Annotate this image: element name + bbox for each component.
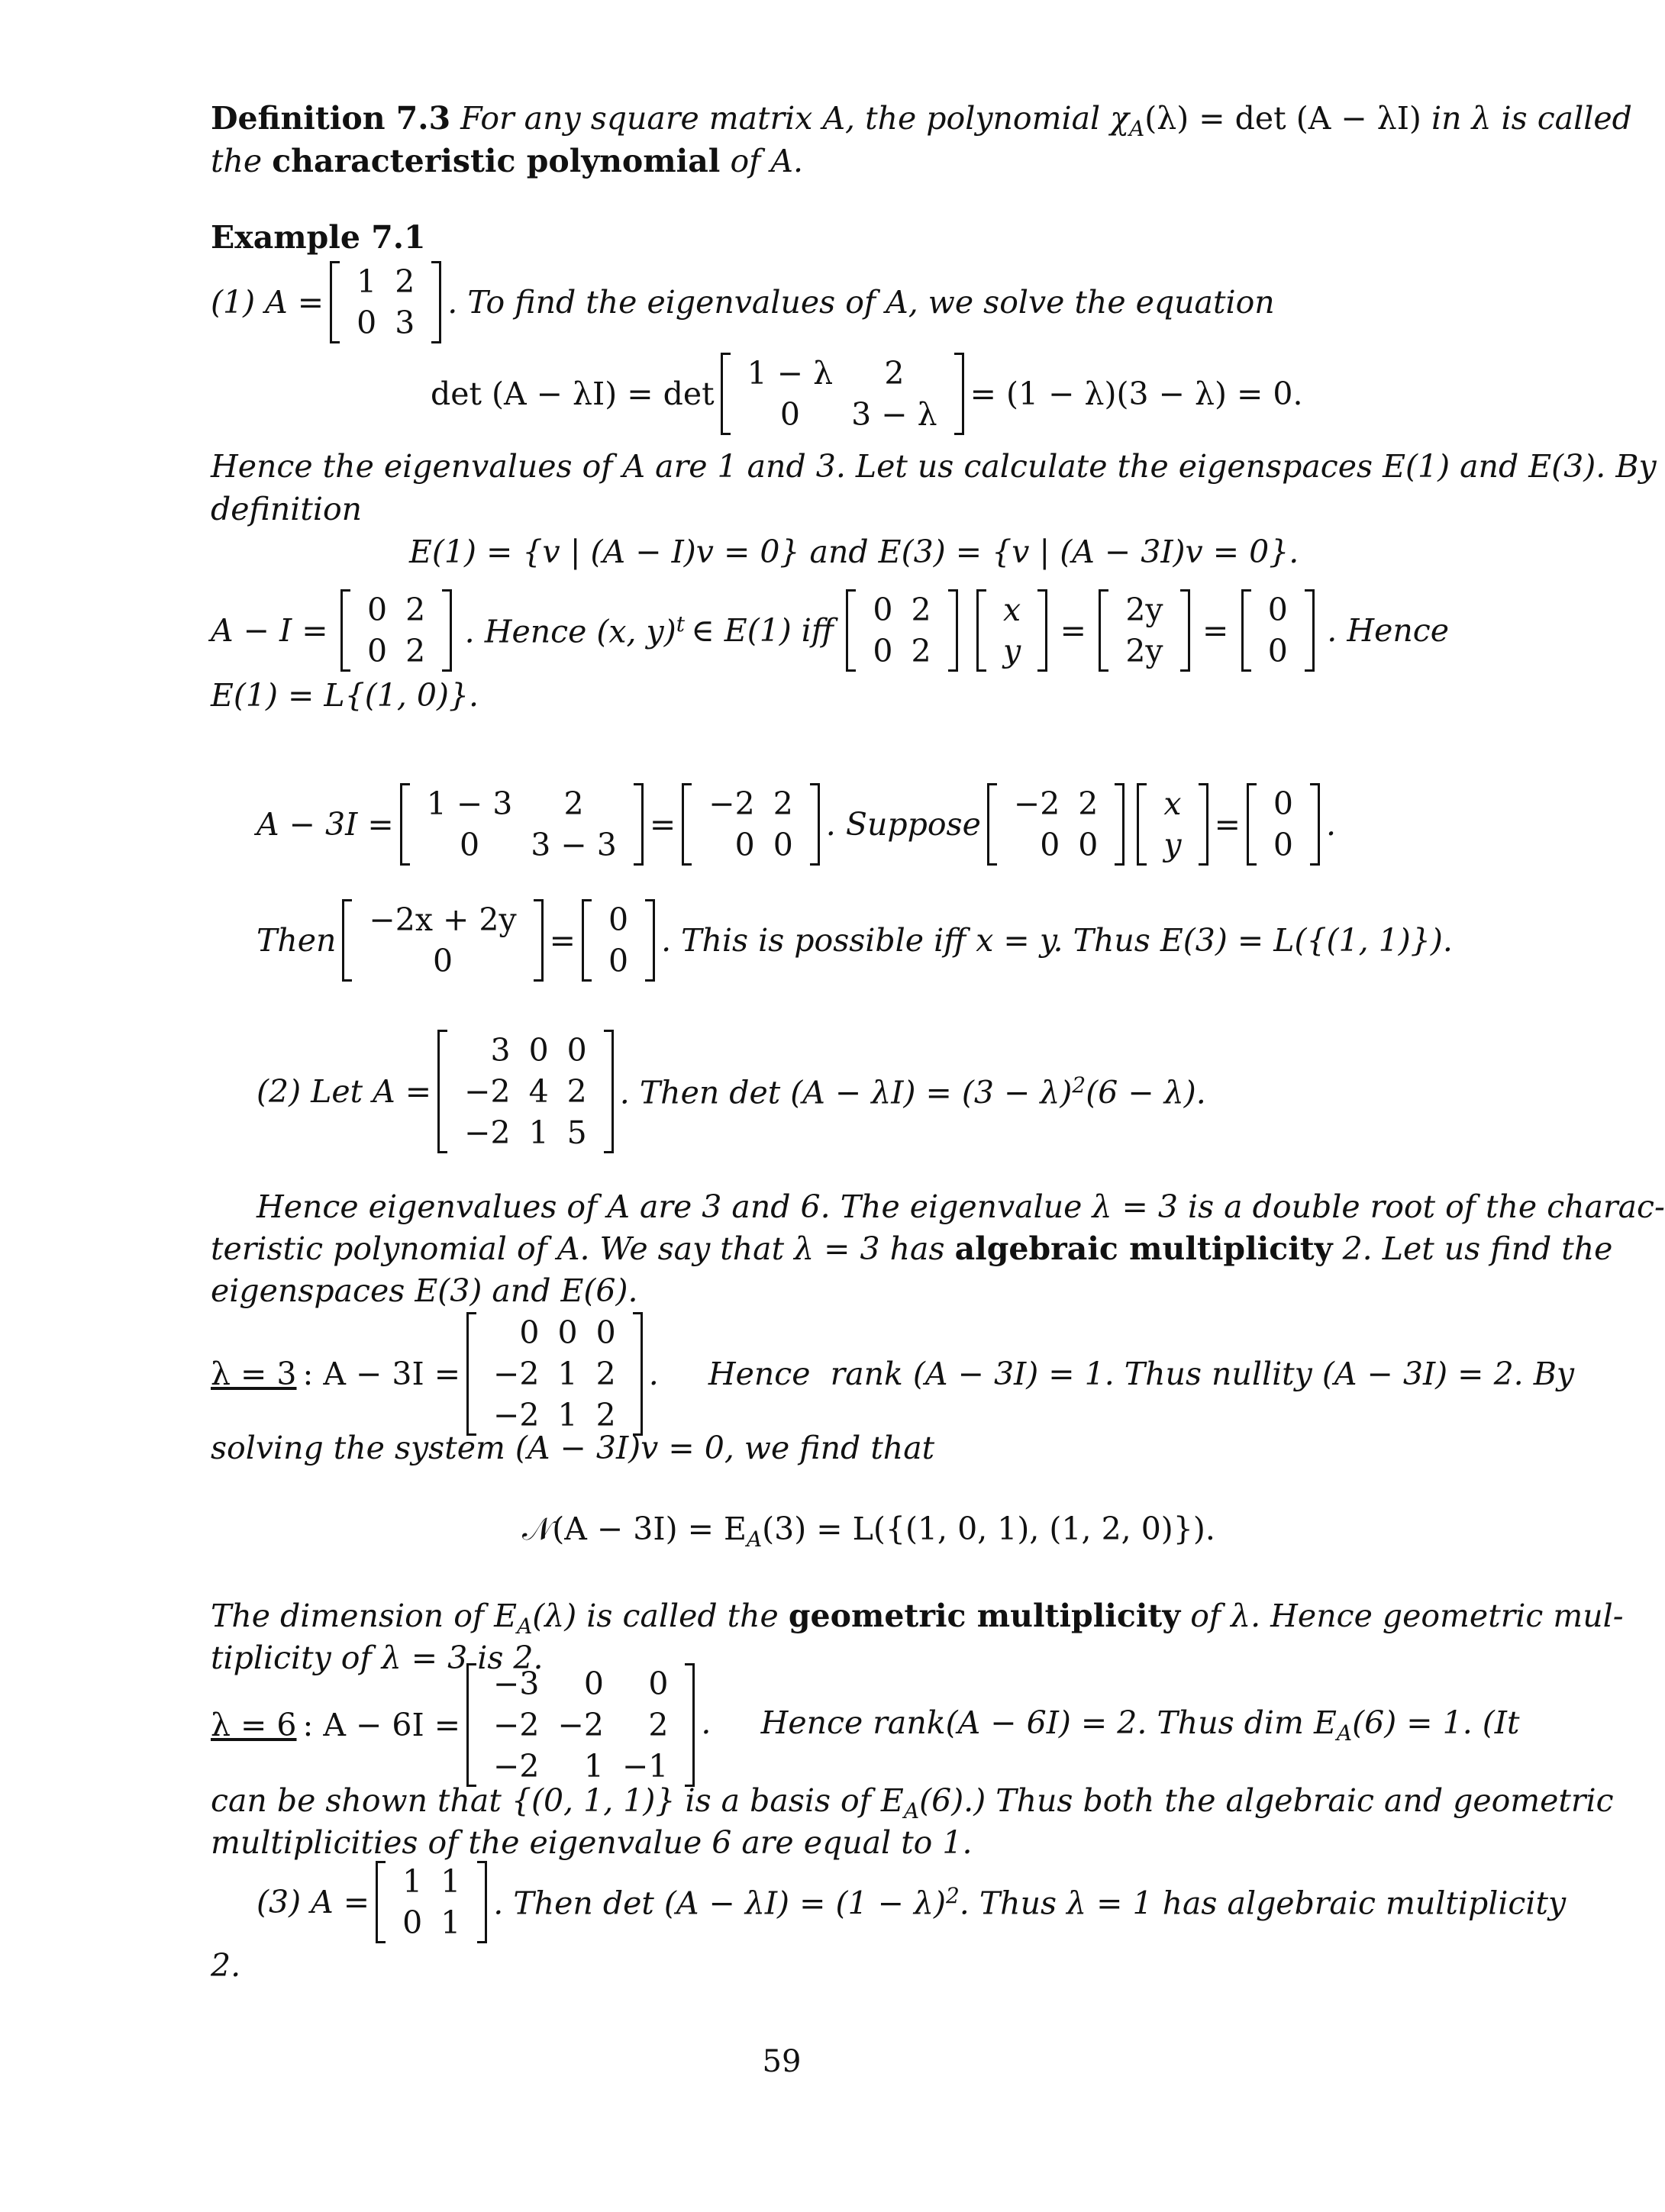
characteristic-formula: $\chi_A(\lambda) = \det (A - \lambda I)$ (1110, 100, 1421, 142)
matrix-a-minus-lambda (721, 353, 964, 435)
matrix-cell: 2 (563, 785, 584, 822)
matrix-cell: 0 (583, 1665, 604, 1702)
matrix-cell: 0 (1273, 785, 1294, 822)
matrix-a-minus-i-2 (846, 589, 957, 672)
matrix-cell: 0 (773, 827, 793, 863)
matrix-a-1 (330, 261, 441, 343)
matrix-cell: 2 (595, 1397, 616, 1433)
definition-line-2: the characteristic polynomial of A. (211, 143, 803, 179)
basis-line-2: multiplicities of the eigenvalue 6 are equal to 1. (211, 1824, 973, 1861)
matrix-cell: 0 (459, 827, 480, 863)
matrix-cell: x (1003, 592, 1021, 628)
geometric-line-2: tiplicity of λ = 3 is 2. (211, 1640, 544, 1676)
vector-xy (976, 589, 1047, 672)
matrix-cell: 1 − 3 (426, 785, 513, 822)
matrix-cell: 0 (367, 592, 388, 628)
matrix-cell: 1 (528, 1114, 549, 1151)
defined-term: characteristic polynomial (272, 143, 721, 179)
example-label: Example 7.1 (211, 219, 426, 256)
matrix-cell: 2 (911, 633, 931, 669)
matrix-a-3 (376, 1861, 487, 1943)
matrix-cell: 1 (440, 1863, 461, 1900)
matrix-cell: 2 (595, 1356, 616, 1392)
matrix-a-minus-3i-3x3 (466, 1312, 643, 1436)
matrix-cell: −2 (464, 1114, 511, 1151)
matrix-cell: 2 (911, 592, 931, 628)
para-line-2: teristic polynomial of A. We say that λ = 3 has algebraic multiplicity 2. Let us find the (211, 1230, 1613, 1267)
matrix-cell: 0 (608, 943, 629, 979)
definition-line-1: Definition 7.3 For any square matrix A, the polynomial $\chi_A(\lambda) = \det (A - \lambda I)$ in λ is called (211, 100, 1632, 142)
para-line-1: Hence eigenvalues of A are 3 and 6. The eigenvalue λ = 3 is a double root of the charac- (257, 1188, 1665, 1225)
a-minus-i-line: A − I = 0 2 0 2 . Hence (x, y)$^t$ ∈ E(1) iff 0 2 0 2 x y = 2y 2y = 0 0 . Hence (211, 585, 1449, 676)
definition-word: definition (211, 491, 363, 527)
matrix-cell: 2 (395, 263, 415, 300)
matrix-cell: −1 (621, 1748, 669, 1785)
solving-line: solving the system (A − 3I)v = 0, we find that (211, 1430, 935, 1466)
matrix-cell: 2 (773, 785, 793, 822)
matrix-cell: 0 (1273, 827, 1294, 863)
matrix-cell: 2 (1078, 785, 1099, 822)
vector-2y (1099, 589, 1189, 672)
lambda-6-label: λ = 6 (211, 1707, 297, 1743)
matrix-cell: x (1163, 785, 1182, 822)
matrix-cell: −2 (493, 1397, 540, 1433)
matrix-cell: 2y (1125, 633, 1163, 669)
matrix-cell: 0 (1267, 633, 1288, 669)
matrix-cell: −2 (464, 1073, 511, 1110)
matrix-cell: 0 (566, 1032, 587, 1069)
matrix-cell: 0 (367, 633, 388, 669)
matrix-a-minus-3i-3 (987, 783, 1125, 866)
eigenvalues-line: Hence the eigenvalues of A are 1 and 3. Let us calculate the eigenspaces E(1) and E(3). By (211, 448, 1657, 485)
matrix-cell: 2 (566, 1073, 587, 1110)
page-number: 59 (762, 2044, 802, 2079)
matrix-cell: y (1002, 633, 1021, 669)
matrix-cell: 0 (519, 1314, 540, 1351)
matrix-cell: 5 (566, 1114, 587, 1151)
nullspace-equation: 𝒩(A − $3I) = E_A(3) = L(\{(1$, 0, 1), (1, 2, 0)}). (522, 1511, 1215, 1553)
matrix-cell: 0 (1267, 592, 1288, 628)
matrix-cell: 0 (734, 827, 755, 863)
para-line-3: eigenspaces E(3) and E(6). (211, 1272, 638, 1309)
geometric-line-1: The dimension of $E_A(\lambda)$ is called the geometric multiplicity of λ. Hence geometric mul- (211, 1598, 1624, 1640)
then-line: Then −2x + 2y 0 = 0 0 . This is possible iff x = y. Thus E(3) = L({(1, 1)}). (257, 895, 1453, 986)
eigenspace-definition: E(1) = {v | (A − I)v = 0} and E(3) = {v | (A − 3I)v = 0}. (409, 534, 1299, 570)
matrix-cell: 0 (595, 1314, 616, 1351)
matrix-cell: 0 (557, 1314, 578, 1351)
matrix-cell: −3 (493, 1665, 540, 1702)
example-3-line: (3) A = 1 1 0 1 . Then $\det (A - \lambda I) = (1 - \lambda)^2$. Thus λ = 1 has algebraic multiplicity (257, 1856, 1449, 1948)
matrix-cell: 0 (432, 943, 453, 979)
matrix-cell: 1 − λ (747, 355, 834, 392)
a-minus-3i-line: A − 3I = 1 − 3 2 0 3 − 3 = −2 2 0 0 . Suppose −2 2 0 0 x y = 0 0 . (257, 779, 1336, 870)
vector-then (342, 899, 543, 982)
matrix-a-minus-6i (466, 1663, 695, 1787)
matrix-cell: −2x + 2y (369, 901, 517, 938)
example-3-tail: 2. (211, 1947, 241, 1984)
example-1-line: (1) A = 1 2 0 3 . To find the eigenvalues of A, we solve the equation (211, 256, 1275, 348)
matrix-cell: 2y (1125, 592, 1163, 628)
lambda-6-line: λ = 6 : A − 6I = −3 0 0 −2 −2 2 −2 1 −1 . Hence rank(A − 6I) = 2. Thus dim $E_A(6) = 1$. (It (211, 1658, 1449, 1792)
definition-label: Definition 7.3 (211, 100, 451, 137)
example-2-line: (2) Let A = 3 0 0 −2 4 2 −2 1 5 . Then $\det (A - \lambda I) = (3 - \lambda)^2(6 - \lambda)$. (257, 1024, 1206, 1159)
matrix-a-minus-3i (400, 783, 644, 866)
matrix-cell: 1 (440, 1904, 461, 1941)
matrix-cell: 3 (395, 305, 415, 341)
matrix-cell: 3 (490, 1032, 511, 1069)
matrix-cell: 3 − λ (851, 396, 937, 433)
matrix-cell: 0 (779, 396, 800, 433)
matrix-cell: 2 (648, 1707, 669, 1743)
lambda-3-line: λ = 3 : A − 3I = 0 0 0 −2 1 2 −2 1 2 . Hence rank (A − 3I) = 1. Thus nullity (A − 3I) = 2. By (211, 1307, 1449, 1441)
matrix-cell: 2 (405, 592, 426, 628)
matrix-cell: 2 (884, 355, 905, 392)
matrix-cell: 4 (528, 1073, 549, 1110)
basis-line-1: can be shown that {(0, 1, 1)} is a basis of $E_A(6)$.) Thus both the algebraic and geometric (211, 1782, 1614, 1824)
matrix-cell: y (1163, 827, 1182, 863)
matrix-cell: 3 − 3 (531, 827, 617, 863)
matrix-cell: 2 (405, 633, 426, 669)
matrix-cell: −2 (493, 1707, 540, 1743)
matrix-cell: 0 (357, 305, 377, 341)
matrix-a-2 (437, 1030, 614, 1153)
det-equation: det (A − λI) = det 1 − λ 2 0 3 − λ = (1 − λ)(3 − λ) = 0. (431, 348, 1303, 440)
matrix-cell: 0 (648, 1665, 669, 1702)
matrix-cell: −2 (557, 1707, 604, 1743)
matrix-cell: 0 (608, 901, 629, 938)
matrix-cell: 0 (528, 1032, 549, 1069)
lambda-3-label: λ = 3 (211, 1356, 297, 1392)
matrix-cell: −2 (708, 785, 755, 822)
matrix-cell: 1 (557, 1356, 578, 1392)
matrix-cell: −2 (493, 1748, 540, 1785)
vector-zero-2 (1247, 783, 1320, 866)
vector-zero-3 (582, 899, 655, 982)
matrix-a-minus-3i-simplified (682, 783, 820, 866)
matrix-cell: 0 (873, 592, 893, 628)
matrix-cell: 1 (402, 1863, 423, 1900)
matrix-cell: 0 (873, 633, 893, 669)
matrix-cell: 0 (402, 1904, 423, 1941)
matrix-cell: 0 (1078, 827, 1099, 863)
matrix-a-minus-i (340, 589, 452, 672)
matrix-cell: −2 (1013, 785, 1060, 822)
e1-result: E(1) = L{(1, 0)}. (211, 677, 479, 714)
matrix-cell: 0 (1040, 827, 1060, 863)
matrix-cell: 1 (557, 1397, 578, 1433)
vector-xy-2 (1137, 783, 1208, 866)
vector-zero (1241, 589, 1315, 672)
matrix-cell: 1 (357, 263, 377, 300)
matrix-cell: −2 (493, 1356, 540, 1392)
matrix-cell: 1 (583, 1748, 604, 1785)
